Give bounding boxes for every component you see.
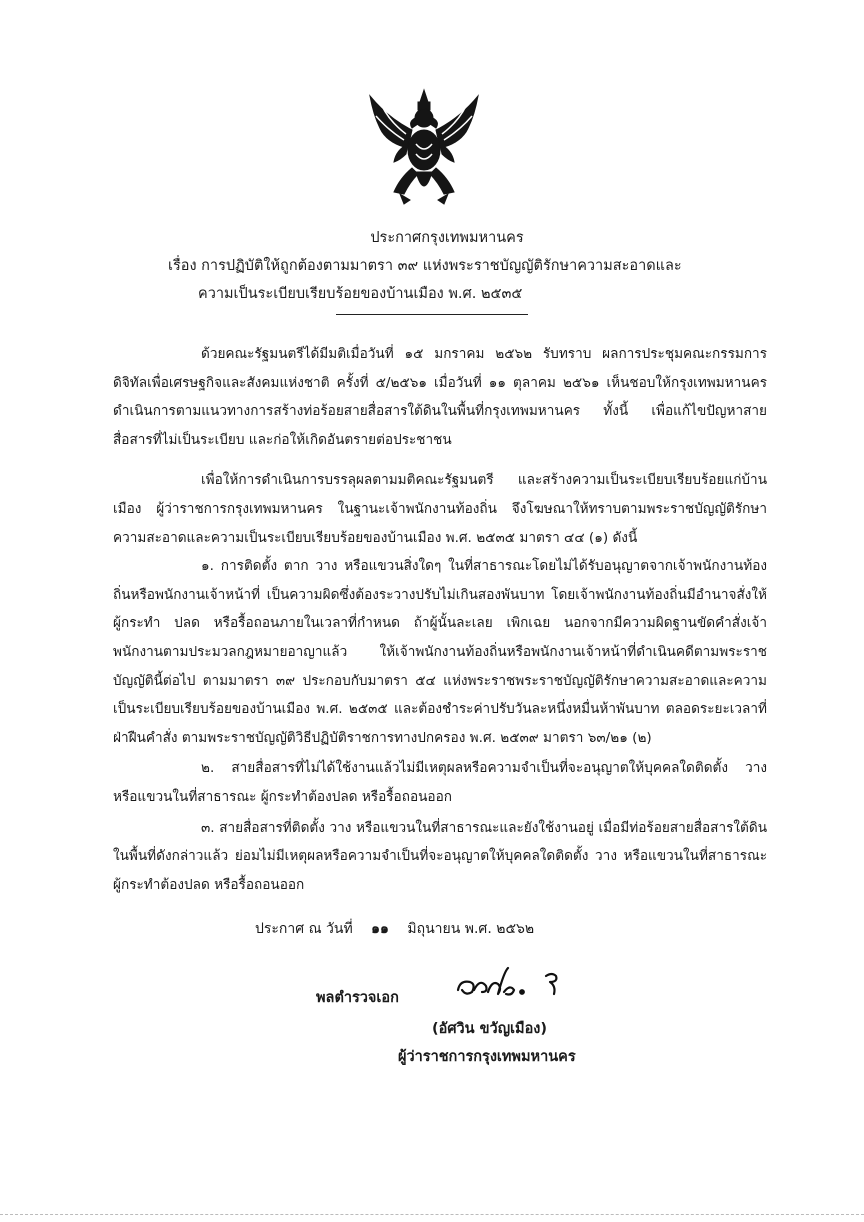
scan-edge-line bbox=[0, 1214, 864, 1215]
signer-rank: พลตำรวจเอก bbox=[316, 990, 399, 1006]
list-item-2: ๒. สายสื่อสารที่ไม่ได้ใช้งานแล้วไม่มีเหตุผลหรือความจำเป็นที่จะอนุญาตให้บุคคลใดติดตั้ง วาง หรือแขวนในที่สาธารณะ ผู้กระทำต้องปลด หรือรื้อถอนออก bbox=[113, 760, 767, 805]
paragraph-preamble: ด้วยคณะรัฐมนตรีได้มีมติเมื่อวันที่ ๑๕ มกราคม ๒๕๖๒ รับทราบ ผลการประชุมคณะกรรมการดิจิทัลเพื่อเศรษฐกิจและสังคมแห่งชาติ ครั้งที่ ๕/๒๕๖๑ เมื่อวันที่ ๑๑ ตุลาคม ๒๕๖๑ เห็นชอบให้กรุงเทพมหานครดำเนินการตามแนวทางการสร้างท่อร้อยสายสื่อสารใต้ดินในพื้นที่กรุงเทพมหานคร ทั้งนี้ เพื่อแก้ไขปัญหาสายสื่อสารที่ไม่เป็นระเบียบ และก่อให้เกิดอันตรายต่อประชาชน bbox=[113, 346, 767, 448]
subject-line-2: ความเป็นระเบียบเรียบร้อยของบ้านเมือง พ.ศ. ๒๕๓๕ bbox=[198, 286, 523, 302]
handwritten-signature-icon bbox=[452, 960, 572, 1010]
signer-position: ผู้ว่าราชการกรุงเทพมหานคร bbox=[398, 1049, 576, 1065]
title-divider bbox=[336, 314, 528, 315]
list-item-3: ๓. สายสื่อสารที่ติดตั้ง วาง หรือแขวนในที่สาธารณะและยังใช้งานอยู่ เมื่อมีท่อร้อยสายสื่อสารใต้ดินในพื้นที่ดังกล่าวแล้ว ย่อมไม่มีเหตุผลหรือความจำเป็นที่จะอนุญาตให้บุคคลใดติดตั้ง วาง หรือแขวนในที่สาธารณะ ผู้กระทำต้องปลด หรือรื้อถอนออก bbox=[113, 819, 767, 893]
announced-month-year: มิถุนายน พ.ศ. ๒๕๖๒ bbox=[407, 921, 535, 937]
document-body bbox=[113, 340, 767, 901]
announced-day: ๑๑ bbox=[371, 921, 389, 937]
announcement-title: ประกาศกรุงเทพมหานคร bbox=[370, 230, 524, 246]
paragraph-purpose: เพื่อให้การดำเนินการบรรลุผลตามมติคณะรัฐมนตรี และสร้างความเป็นระเบียบเรียบร้อยแก่บ้านเมือง ผู้ว่าราชการกรุงเทพมหานคร ในฐานะเจ้าพนักงานท้องถิ่น จึงโฆษณาให้ทราบตามพระราชบัญญัติรักษาความสะอาดและความเป็นระเบียบเรียบร้อยของบ้านเมือง พ.ศ. ๒๕๓๕ มาตรา ๔๔ (๑) ดังนี้ bbox=[113, 472, 767, 546]
subject-line-1: เรื่อง การปฏิบัติให้ถูกต้องตามมาตรา ๓๙ แห่งพระราชบัญญัติรักษาความสะอาดและ bbox=[168, 258, 682, 274]
list-item-1: ๑. การติดตั้ง ตาก วาง หรือแขวนสิ่งใดๆ ในที่สาธารณะโดยไม่ได้รับอนุญาตจากเจ้าพนักงานท้องถิ่นหรือพนักงานเจ้าหน้าที่ เป็นความผิดซึ่งต้องระวางปรับไม่เกินสองพันบาท โดยเจ้าพนักงานท้องถิ่นมีอำนาจสั่งให้ผู้กระทำ ปลด หรือรื้อถอนภายในเวลาที่กำหนด ถ้าผู้นั้นละเลย เพิกเฉย นอกจากมีความผิดฐานขัดคำสั่งเจ้าพนักงานตามประมวลกฎหมายอาญาแล้ว ให้เจ้าพนักงานท้องถิ่นหรือพนักงานเจ้าหน้าที่ดำเนินคดีตามพระราชบัญญัตินี้ต่อไป ตามมาตรา ๓๙ ประกอบกับมาตรา ๕๔ แห่งพระราชพระราชบัญญัติรักษาความสะอาดและความเป็นระเบียบเรียบร้อยของบ้านเมือง พ.ศ. ๒๕๓๕ และต้องชำระค่าปรับวันละหนึ่งหมื่นห้าพันบาท ตลอดระยะเวลาที่ฝ่าฝืนคำสั่ง ตามพระราชบัญญัติวิธีปฏิบัติราชการทางปกครอง พ.ศ. ๒๕๓๙ มาตรา ๖๓/๒๑ (๒) bbox=[113, 558, 767, 746]
signer-name: (อัศวิน ขวัญเมือง) bbox=[432, 1021, 547, 1037]
garuda-emblem-icon bbox=[360, 88, 488, 208]
announced-label: ประกาศ ณ วันที่ bbox=[255, 921, 353, 937]
announcement-date bbox=[255, 918, 534, 940]
